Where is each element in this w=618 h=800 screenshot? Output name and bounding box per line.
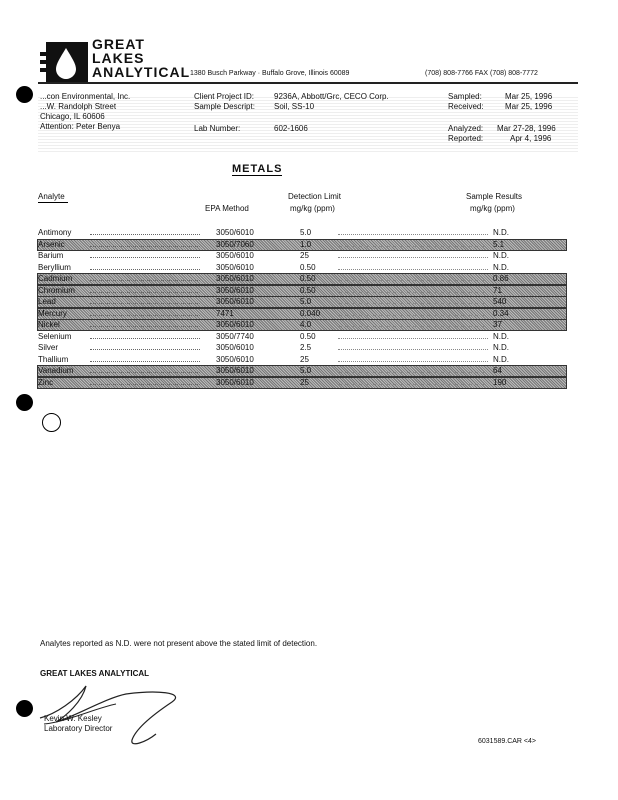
leader-dots [338, 315, 488, 316]
cell-result: N.D. [493, 262, 509, 272]
leader-dots [338, 349, 488, 350]
cell-detection-limit: 5.0 [300, 366, 312, 375]
cell-method: 3050/6010 [216, 354, 254, 364]
cell-detection-limit: 0.50 [300, 331, 316, 341]
cell-result: N.D. [493, 354, 509, 364]
leader-dots [338, 326, 488, 327]
cell-analyte: Nickel [38, 320, 60, 329]
page-id: 6031589.CAR <4> [478, 738, 536, 745]
cell-analyte: Beryllium [38, 262, 71, 272]
cell-analyte: Vanadium [38, 366, 74, 375]
project-label: Client Project ID: [194, 92, 255, 101]
cell-method: 7471 [216, 308, 234, 318]
cell-result: 0.34 [493, 308, 509, 318]
lab-number-value: 602-1606 [274, 124, 308, 133]
leader-dots [338, 384, 488, 385]
leader-dots [90, 234, 200, 235]
leader-dots [338, 338, 488, 339]
cell-result: N.D. [493, 251, 509, 260]
cell-analyte: Lead [38, 297, 56, 306]
lab-phone: (708) 808-7766 FAX (708) 808-7772 [425, 70, 538, 77]
table-row [38, 297, 566, 307]
cell-result: N.D. [493, 228, 509, 237]
leader-dots [90, 326, 200, 327]
project-value: 9236A, Abbott/Grc, CECO Corp. [274, 92, 389, 101]
leader-dots [90, 361, 200, 362]
cell-result: 64 [493, 366, 502, 375]
leader-dots [90, 349, 200, 350]
logo-line-1: GREAT [92, 36, 145, 52]
leader-dots [338, 372, 488, 373]
table-row [38, 332, 566, 342]
cell-method: 3050/6010 [216, 343, 254, 352]
cell-detection-limit: 0.040 [300, 308, 321, 318]
cell-method: 3050/6010 [216, 274, 254, 283]
table-row [38, 286, 566, 296]
client-name: ...con Environmental, Inc. [40, 92, 131, 101]
cell-analyte: Barium [38, 251, 64, 260]
col-header-detection: Detection Limit [288, 192, 341, 201]
table-row [38, 343, 566, 353]
leader-dots [90, 246, 200, 247]
logo-mark-icon [40, 38, 90, 84]
signature-title: Laboratory Director [44, 724, 113, 733]
cell-result: N.D. [493, 343, 509, 352]
cell-result: 71 [493, 285, 502, 295]
leader-dots [338, 246, 488, 247]
cell-analyte: Arsenic [38, 239, 65, 249]
cell-analyte: Cadmium [38, 274, 73, 283]
analyte-underline [38, 202, 68, 203]
leader-dots [338, 292, 488, 293]
descript-value: Soil, SS-10 [274, 102, 315, 111]
signature-company: GREAT LAKES ANALYTICAL [40, 669, 150, 678]
table-row [38, 355, 566, 365]
col-header-method: EPA Method [205, 204, 249, 213]
punch-hole-2 [16, 394, 33, 411]
cell-method: 3050/6010 [216, 320, 254, 329]
col-header-analyte: Analyte [38, 192, 65, 201]
sampled-label: Sampled: [448, 92, 482, 101]
logo [40, 36, 191, 84]
cell-method: 3050/6010 [216, 228, 254, 237]
table-row [38, 309, 566, 319]
cell-method: 3050/6010 [216, 366, 254, 375]
col-header-detection-units: mg/kg (ppm) [290, 204, 335, 213]
cell-result: 5.1 [493, 239, 505, 249]
col-header-results-units: mg/kg (ppm) [470, 204, 515, 213]
logo-line-2: LAKES [92, 50, 145, 66]
cell-result: N.D. [493, 331, 509, 341]
leader-dots [90, 280, 200, 281]
logo-line-3: ANALYTICAL [92, 64, 191, 80]
cell-result: 37 [493, 320, 502, 329]
descript-label: Sample Descript: [194, 102, 255, 111]
lab-number-label: Lab Number: [194, 124, 241, 133]
punch-hole-3 [16, 700, 33, 717]
table-row [38, 263, 566, 273]
cell-method: 3050/6010 [216, 262, 254, 272]
cell-analyte: Silver [38, 343, 59, 352]
cell-analyte: Zinc [38, 377, 54, 387]
section-title: METALS [232, 163, 283, 175]
cell-result: 540 [493, 297, 507, 306]
footnote: Analytes reported as N.D. were not present above the stated limit of detection. [40, 639, 318, 648]
cell-method: 3050/6010 [216, 251, 254, 260]
cell-method: 3050/6010 [216, 285, 254, 295]
cell-method: 3050/7740 [216, 331, 254, 341]
cell-analyte: Selenium [38, 331, 72, 341]
leader-dots [90, 315, 200, 316]
cell-detection-limit: 2.5 [300, 343, 312, 352]
leader-dots [90, 303, 200, 304]
cell-analyte: Mercury [38, 308, 67, 318]
table-row [38, 240, 566, 250]
cell-method: 3050/6010 [216, 377, 254, 387]
punch-hole-open [42, 413, 61, 432]
cell-result: 190 [493, 377, 507, 387]
cell-detection-limit: 1.0 [300, 239, 312, 249]
table-row [38, 228, 566, 238]
leader-dots [338, 257, 488, 258]
leader-dots [90, 269, 200, 270]
cell-detection-limit: 0.50 [300, 262, 316, 272]
lab-address: 1380 Busch Parkway · Buffalo Grove, Illinois 60089 [190, 70, 350, 77]
cell-detection-limit: 0.50 [300, 274, 316, 283]
client-street: ...W. Randolph Street [40, 102, 117, 111]
cell-method: 3050/7060 [216, 239, 254, 249]
leader-dots [90, 384, 200, 385]
reported-label: Reported: [448, 134, 484, 143]
leader-dots [338, 269, 488, 270]
sampled-value: Mar 25, 1996 [505, 92, 553, 101]
cell-detection-limit: 25 [300, 251, 309, 260]
leader-dots [90, 338, 200, 339]
received-value: Mar 25, 1996 [505, 102, 553, 111]
cell-detection-limit: 0.50 [300, 285, 316, 295]
leader-dots [338, 303, 488, 304]
analyzed-value: Mar 27-28, 1996 [497, 124, 556, 133]
cell-analyte: Antimony [38, 228, 72, 237]
cell-method: 3050/6010 [216, 297, 254, 306]
leader-dots [90, 257, 200, 258]
table-row [38, 251, 566, 261]
reported-value: Apr 4, 1996 [510, 134, 552, 143]
table-row [38, 366, 566, 376]
cell-result: 0.86 [493, 274, 509, 283]
cell-detection-limit: 5.0 [300, 297, 312, 306]
punch-hole-1 [16, 86, 33, 103]
cell-detection-limit: 25 [300, 377, 309, 387]
leader-dots [90, 292, 200, 293]
analyzed-label: Analyzed: [448, 124, 484, 133]
leader-dots [90, 372, 200, 373]
cell-analyte: Thallium [38, 354, 69, 364]
header-rule [38, 82, 578, 84]
cell-detection-limit: 4.0 [300, 320, 312, 329]
cell-detection-limit: 25 [300, 354, 309, 364]
received-label: Received: [448, 102, 484, 111]
client-attention: Attention: Peter Benya [40, 122, 121, 131]
cell-detection-limit: 5.0 [300, 228, 312, 237]
table-row [38, 274, 566, 284]
col-header-results: Sample Results [466, 192, 523, 201]
leader-dots [338, 280, 488, 281]
table-row [38, 378, 566, 388]
cell-analyte: Chromium [38, 285, 75, 295]
client-city: Chicago, IL 60606 [40, 112, 105, 121]
table-row [38, 320, 566, 330]
leader-dots [338, 361, 488, 362]
signature-name: Kevin W. Kesley [44, 714, 102, 723]
leader-dots [338, 234, 488, 235]
